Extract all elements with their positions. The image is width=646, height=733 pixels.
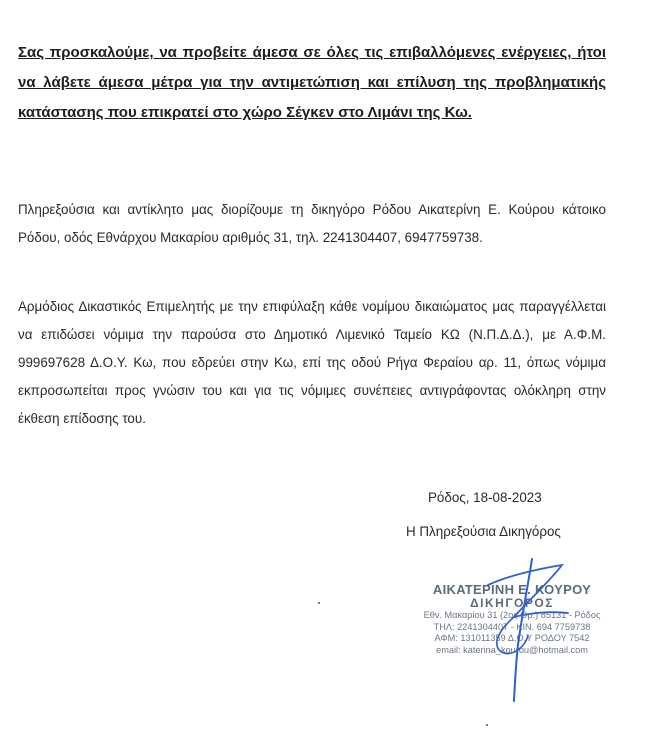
stamp-title: ΔΙΚΗΓΟΡΟΣ [470, 596, 554, 610]
stamp-phones: ΤΗΛ: 2241304407 - ΚΙΝ. 694 7759738 [433, 621, 591, 632]
lawyer-stamp [396, 582, 628, 656]
stamp-name: ΑΙΚΑΤΕΡΙΝΗ Ε. ΚΟΥΡΟΥ [432, 582, 592, 597]
stamp-tax: ΑΦΜ: 131011359 Δ.Ο.Υ ΡΟΔΟΥ 7542 [434, 633, 590, 643]
demand-paragraph: Σας προσκαλούμε, να προβείτε άμεσα σε όλες τις επιβαλλόμενες ενέργειες, ήτοι να λάβετε άμεσα μέτρα για την αντιμετώπιση και επίλυση της προβληματικής κατάστασης που επικρατεί στο χώρο Σέγκεν στο Λιμάνι της Κω. [18, 44, 606, 121]
scan-speck [486, 724, 488, 726]
stamp-email: email: katerina_kourou@hotmail.com [436, 644, 588, 655]
attorney-paragraph: Πληρεξούσια και αντίκλητο μας διορίζουμε τη δικηγόρο Ρόδου Αικατερίνη Ε. Κούρου κάτοικο Ρόδου, οδός Εθνάρχου Μακαρίου αριθμός 31, τηλ. 2241304407, 6947759738. [18, 202, 606, 245]
stamp-address: Εθν. Μακαρίου 31 (2ος Ορ.) 85131 - Ρόδος [423, 610, 601, 620]
signer-role: Η Πληρεξούσια Δικηγόρος [406, 524, 561, 539]
place-date: Ρόδος, 18-08-2023 [428, 490, 542, 505]
bailiff-paragraph: Αρμόδιος Δικαστικός Επιμελητής με την επιφύλαξη κάθε νομίμου δικαιώματος μας παραγγέλλεται να επιδώσει νόμιμα την παρούσα στο Δημοτικό Λιμενικό Ταμείο ΚΩ (Ν.Π.Δ.Δ.), με Α.Φ.Μ. 999697628 Δ.Ο.Υ. Κω, που εδρεύει στην Κω, επί της οδού Ρήγα Φεραίου αρ. 11, όπως νόμιμα εκπροσωπείται προς γνώσιν του και για τις νόμιμες συνέπειες αντιγράφοντας ολόκληρη στην έκθεση επίδοσης του. [18, 299, 606, 426]
scan-speck [318, 602, 320, 604]
